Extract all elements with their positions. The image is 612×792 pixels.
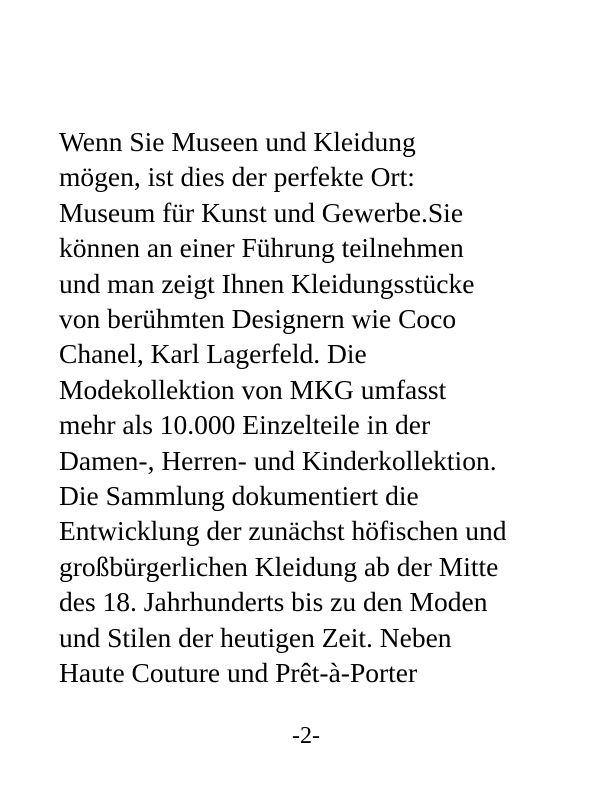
text-line: Chanel, Karl Lagerfeld. Die <box>59 338 367 370</box>
text-line: Wenn Sie Museen und Kleidung <box>59 126 416 157</box>
text-line: und Stilen der heutigen Zeit. Neben <box>59 621 452 653</box>
text-line: Museum für Kunst und Gewerbe.Sie <box>59 196 464 228</box>
text-line: mehr als 10.000 Einzelteile in der <box>59 409 431 441</box>
text-line: Entwicklung der zunächst höfischen und <box>59 515 507 547</box>
text-line: Haute Couture und Prêt-à-Porter <box>59 657 418 689</box>
page-number: -2- <box>292 723 320 749</box>
text-line: des 18. Jahrhunderts bis zu den Moden <box>59 586 488 618</box>
body-paragraph <box>59 124 507 691</box>
text-line: Modekollektion von MKG umfasst <box>59 373 447 405</box>
text-line: mögen, ist dies der perfekte Ort: <box>59 161 415 193</box>
text-line: von berühmten Designern wie Coco <box>59 303 457 335</box>
text-line: Die Sammlung dokumentiert die <box>59 480 419 512</box>
text-line: Damen-, Herren- und Kinderkollektion. <box>59 444 497 476</box>
text-line: großbürgerlichen Kleidung ab der Mitte <box>59 550 499 582</box>
text-line: und man zeigt Ihnen Kleidungsstücke <box>59 267 475 299</box>
text-line: können an einer Führung teilnehmen <box>59 232 464 264</box>
